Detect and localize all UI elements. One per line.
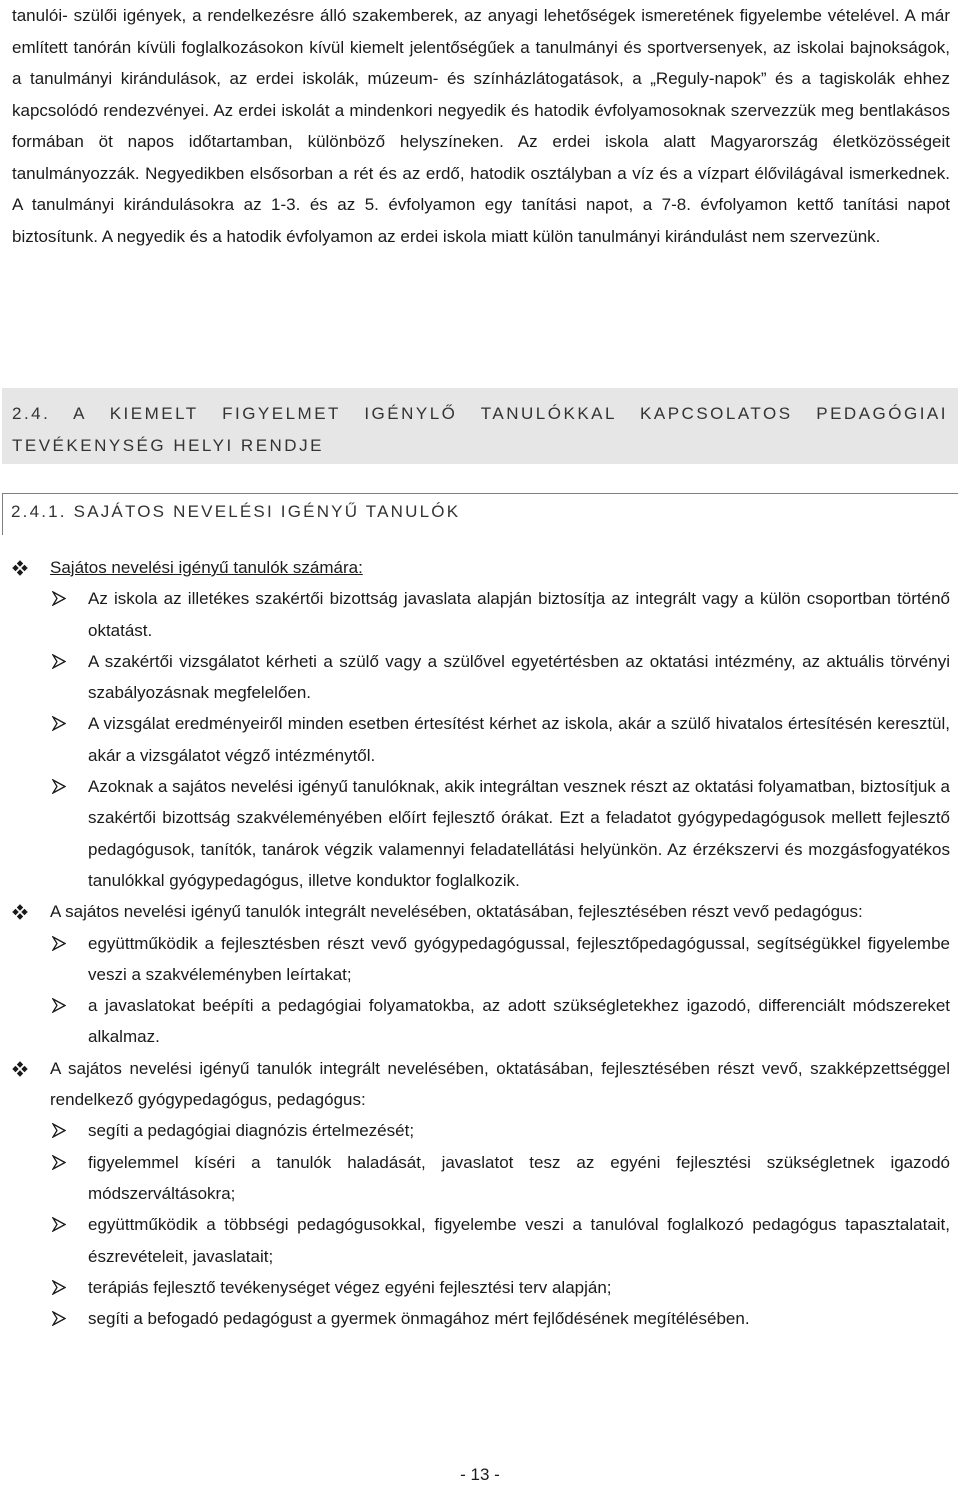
list-item xyxy=(12,1209,950,1272)
list-item-text: terápiás fejlesztő tevékenységet végez egyéni fejlesztési terv alapján; xyxy=(88,1277,612,1297)
page-number: - 13 - xyxy=(460,1465,500,1484)
subsection-heading: 2.4.1. SAJÁTOS NEVELÉSI IGÉNYŰ TANULÓK xyxy=(11,502,461,521)
list-item xyxy=(12,771,950,896)
arrow-bullet-icon xyxy=(52,1155,66,1170)
list-item xyxy=(12,646,950,709)
arrow-bullet-icon xyxy=(52,936,66,951)
section-2-list xyxy=(12,928,950,1053)
list-item-text: együttműködik a fejlesztésben részt vevő gyógypedagógussal, fejlesztőpedagógussal, segítségükkel figyelembe veszi a szakvéleményben leírtakat; xyxy=(88,933,950,984)
section-title-text: Sajátos nevelési igényű tanulók számára: xyxy=(50,558,363,577)
list-item-text: Azoknak a sajátos nevelési igényű tanulóknak, akik integráltan vesznek részt az oktatási folyamatban, biztosítjuk a szakértői bizottság szakvéleményében előírt fejlesztő órákat. Ezt a feladatot gyógypedagógusok mellett fejlesztő pedagógusok, tanítók, tanárok végzik valamennyi feladatellátási helyünkön. Az érzékszervi és mozgásfogyatékos tanulókkal gyógypedagógus, illetve konduktor foglalkozik. xyxy=(88,777,950,890)
intro-paragraph-block xyxy=(12,0,950,252)
section-title-text: A sajátos nevelési igényű tanulók integrált nevelésében, oktatásában, fejlesztésében részt vevő pedagógus: xyxy=(50,902,863,922)
list-item-text: együttműködik a többségi pedagógusokkal, figyelembe veszi a tanulóval foglalkozó pedagógus tapasztalatait, észrevételeit, javaslatait; xyxy=(88,1215,950,1266)
arrow-bullet-icon xyxy=(52,716,66,731)
subsection-heading-box xyxy=(2,493,958,535)
arrow-bullet-icon xyxy=(52,998,66,1013)
list-item xyxy=(12,708,950,771)
section-heading: 2.4. A KIEMELT FIGYELMET IGÉNYLŐ TANULÓKKAL KAPCSOLATOS PEDAGÓGIAI TEVÉKENYSÉG HELYI RENDJE xyxy=(12,404,948,455)
list-item xyxy=(12,1272,950,1303)
diamond-bullet-icon xyxy=(12,560,28,576)
list-item-text: segíti a befogadó pedagógust a gyermek önmagához mért fejlődésének megítélésében. xyxy=(88,1309,750,1329)
list-item-text: segíti a pedagógiai diagnózis értelmezését; xyxy=(88,1121,415,1141)
diamond-bullet-icon xyxy=(12,1061,28,1077)
section-3-title xyxy=(12,1053,950,1116)
section-1-title xyxy=(12,552,950,583)
list-item-text: A vizsgálat eredményeiről minden esetben értesítést kérhet az iskola, akár a szülő hivatalos értesítésén keresztül, akár a vizsgálatot végző intézménytől. xyxy=(88,714,950,765)
list-item xyxy=(12,1147,950,1210)
arrow-bullet-icon xyxy=(52,1311,66,1326)
diamond-bullet-icon xyxy=(12,904,28,920)
arrow-bullet-icon xyxy=(52,1217,66,1232)
content-lists xyxy=(12,552,950,1334)
list-item xyxy=(12,990,950,1053)
list-item xyxy=(12,583,950,646)
list-item-text: Az iskola az illetékes szakértői bizottság javaslata alapján biztosítja az integrált vagy a külön csoportban történő oktatást. xyxy=(88,589,950,640)
list-item-text: A szakértői vizsgálatot kérheti a szülő vagy a szülővel egyetértésben az oktatási intézmény, az aktuális törvényi szabályozásnak megfelelően. xyxy=(88,651,950,703)
section-1-list xyxy=(12,583,950,896)
list-item xyxy=(12,928,950,991)
list-item xyxy=(12,1303,950,1334)
arrow-bullet-icon xyxy=(52,1123,66,1138)
intro-paragraph: tanulói- szülői igények, a rendelkezésre álló szakemberek, az anyagi lehetőségek ismeretének figyelembe vételével. A már említett tanórán kívüli foglalkozásokon kívül kiemelt jelentőségűek a tanulmányi és sportversenyek, az iskolai bajnokságok, a tanulmányi kirándulások, az erdei iskolák, múzeum- és színházlátogatások, a „Reguly-napok” és a tagiskolák ehhez kapcsolódó rendezvényei. Az erdei iskolát a mindenkori negyedik és hatodik évfolyamosoknak szervezzük meg bentlakásos formában öt napos időtartamban, különböző helyszíneken. Az erdei iskola alatt Magyarország életközösségeit tanulmányozzák. Negyedikben elsősorban a rét és az erdő, hatodik osztályban a víz és a vízpart élővilágával ismerkednek. A tanulmányi kirándulásokra az 1-3. és az 5. évfolyamon egy tanítási napot, a 7-8. évfolyamon kettő tanítási napot biztosítunk. A negyedik és a hatodik évfolyamon az erdei iskola miatt külön tanulmányi kirándulást nem szervezünk. xyxy=(12,6,950,246)
section-3-list xyxy=(12,1115,950,1334)
section-heading-box xyxy=(2,388,958,464)
list-item-text: a javaslatokat beépíti a pedagógiai folyamatokba, az adott szükségletekhez igazodó, differenciált módszereket alkalmaz. xyxy=(88,996,950,1047)
section-title-text: A sajátos nevelési igényű tanulók integrált nevelésében, oktatásában, fejlesztésében részt vevő, szakképzettséggel rendelkező gyógypedagógus, pedagógus: xyxy=(50,1058,950,1110)
arrow-bullet-icon xyxy=(52,779,66,794)
section-2-title xyxy=(12,896,950,927)
list-item xyxy=(12,1115,950,1146)
list-item-text: figyelemmel kíséri a tanulók haladását, javaslatot tesz az egyéni fejlesztési szükségletnek igazodó módszerváltásokra; xyxy=(88,1152,950,1203)
arrow-bullet-icon xyxy=(52,1280,66,1295)
arrow-bullet-icon xyxy=(52,654,66,669)
arrow-bullet-icon xyxy=(52,591,66,606)
